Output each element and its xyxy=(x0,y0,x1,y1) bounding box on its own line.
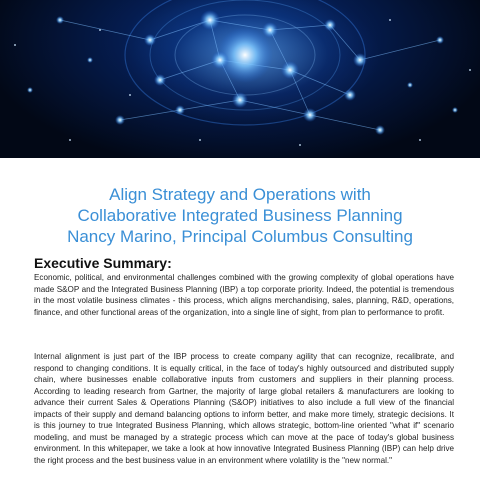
title-line-2: Collaborative Integrated Business Planning xyxy=(77,206,403,225)
summary-paragraph-1: Economic, political, and environmental challenges combined with the growing complexity of global operations have made S&OP and the Integrated Business Planning (IBP) a top corporate priority. Indeed, the potential is tremendous in the most volatile business climates - this process, which aligns merchandising, sales, planning, R&D, operations, finance, and other functional areas of the organization, into a single line of sight, from plan to performance to profit. xyxy=(34,273,454,317)
document-title xyxy=(0,184,480,247)
author-line: Nancy Marino, Principal Columbus Consulting xyxy=(67,227,413,246)
hero-image xyxy=(0,0,480,158)
summary-paragraph-2: Internal alignment is just part of the IBP process to create company agility that can recognize, recalibrate, and respond to changing conditions. It is equally critical, in the face of today's highly outsourced and distributed supply chain, where businesses enable collaborative inputs from customers and suppliers in their planning process. According to leading research from Gartner, the majority of large global retailers & manufacturers are looking to advance their current Sales & Operations Planning (S&OP) initiatives to also include a full view of the financial impacts of their supply and demand balancing options to inform better, and make more timely, strategic decisions. It is this journey to true Integrated Business Planning, which allows strategic, bottom-line oriented "what if" scenario modeling, and must be managed by a strategic process which can move at the pace of today's global business environment. In this whitepaper, we take a look at how innovative Integrated Business Planning (IBP) can help drive the right process and the best business value in an environment where volatility is the "new normal." xyxy=(34,352,454,465)
executive-summary-heading: Executive Summary: xyxy=(34,255,172,271)
title-line-1: Align Strategy and Operations with xyxy=(109,185,371,204)
hero-network-graphic xyxy=(0,0,480,158)
